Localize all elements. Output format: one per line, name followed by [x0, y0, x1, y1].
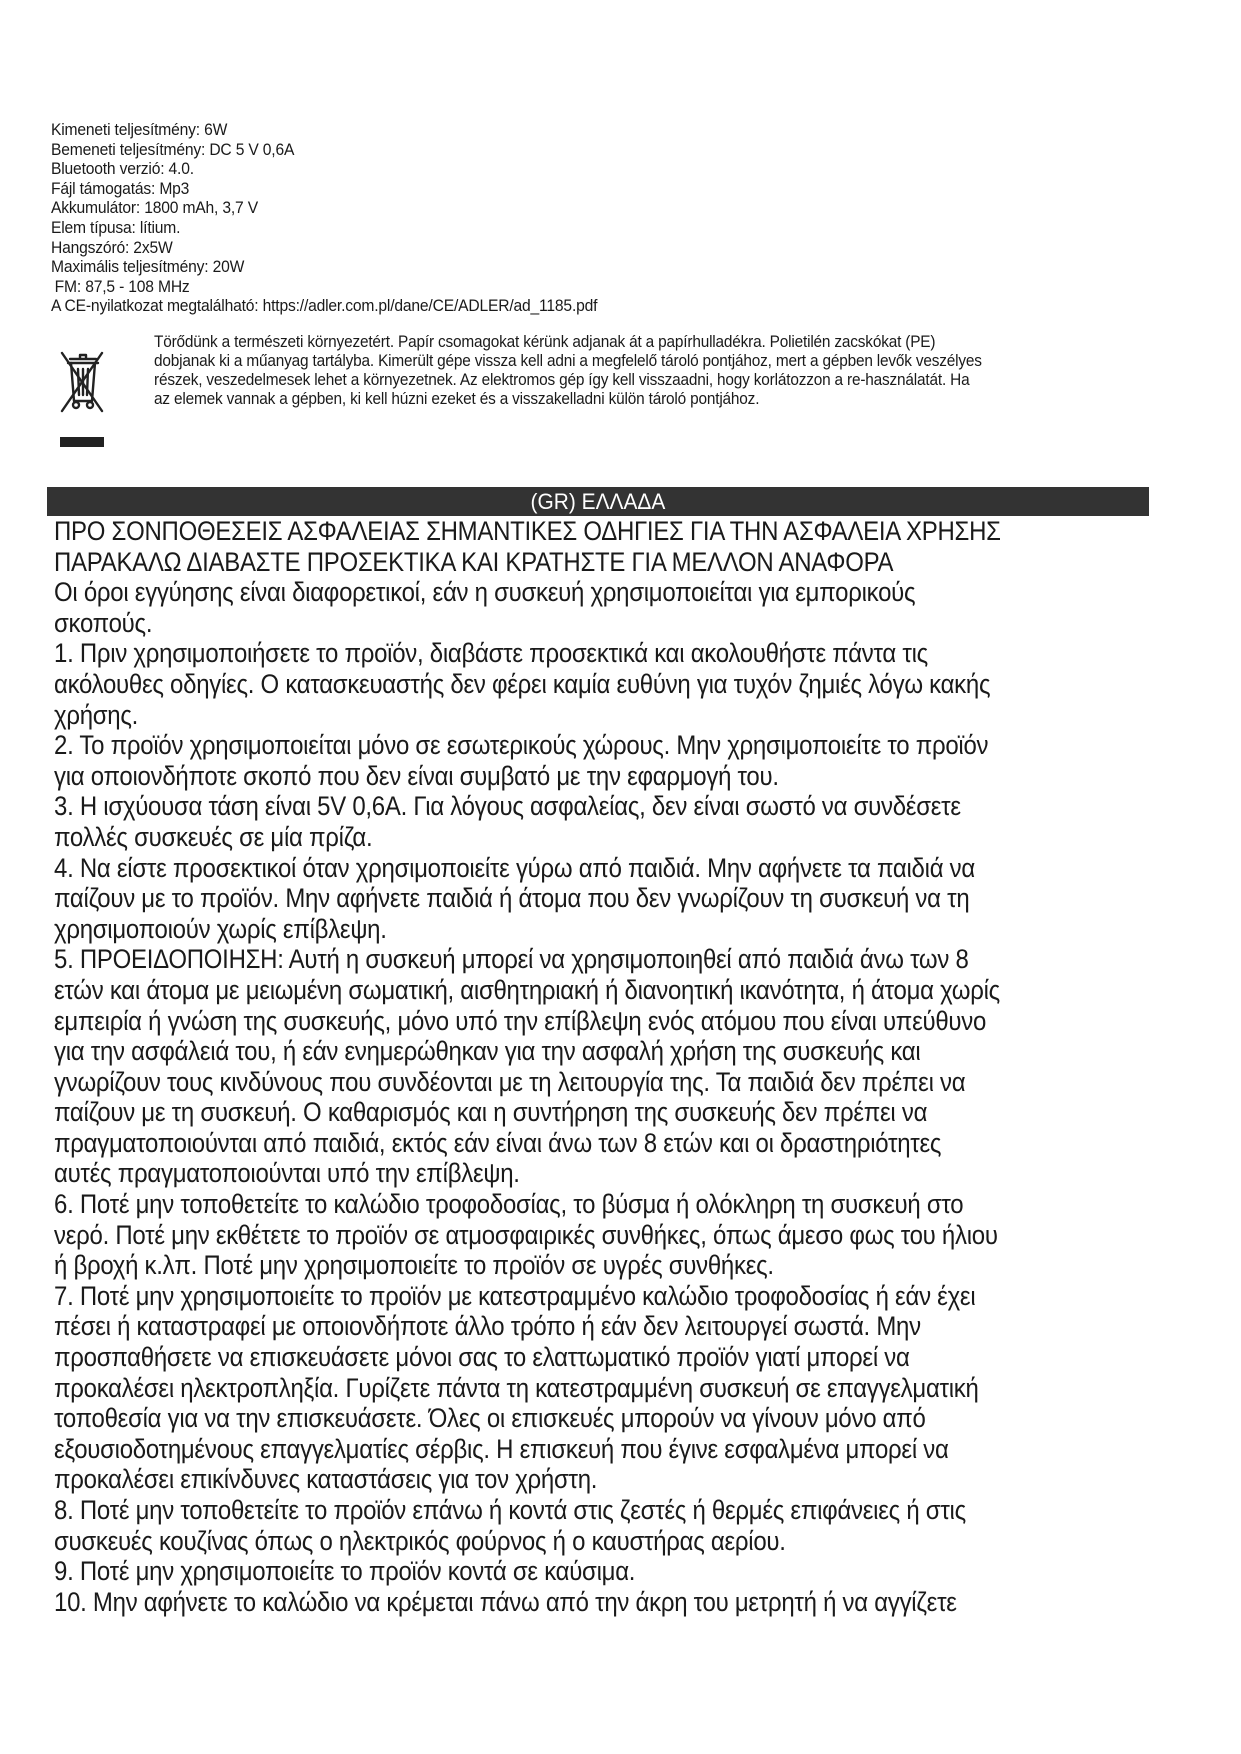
greek-text-line: συσκευές κουζίνας όπως ο ηλεκτρικός φούρνος ή ο καυστήρας αερίου. — [54, 1525, 786, 1556]
greek-text-line: για την ασφάλειά του, ή εάν ενημερώθηκαν για την ασφαλή χρήση της συσκευής και — [54, 1036, 921, 1067]
greek-text-line: 4. Να είστε προσεκτικοί όταν χρησιμοποιείτε γύρω από παιδιά. Μην αφήνετε τα παιδιά να — [54, 852, 975, 883]
greek-heading-line: ΠΡΟ ΣΟΝΠΟΘΕΣΕΙΣ ΑΣΦΑΛΕΙΑΣ ΣΗΜΑΝΤΙΚΕΣ ΟΔΗΓΙΕΣ ΓΙΑ ΤΗΝ ΑΣΦΑΛΕΙΑ ΧΡΗΣΗΣ — [54, 516, 1001, 546]
greek-text-line: χρησιμοποιούν χωρίς επίβλεψη. — [54, 913, 387, 944]
greek-text-line: πραγματοποιούνται από παιδιά, εκτός εάν είναι άνω των 8 ετών και οι δραστηριότητες — [54, 1127, 942, 1158]
ce-declaration-line: A CE-nyilatkozat megtalálható: https://adler.com.pl/dane/CE/ADLER/ad_1185.pdf — [51, 296, 598, 316]
greek-text-line: προκαλέσει επικίνδυνες καταστάσεις για τον χρήστη. — [54, 1464, 598, 1495]
greek-text-line: παίζουν με τη συσκευή. Ο καθαρισμός και η συντήρηση της συσκευής δεν πρέπει να — [54, 1097, 928, 1128]
greek-text-line: εξουσιοδοτημένους επαγγελματίες σέρβις. Η επισκευή που έγινε εσφαλμένα μπορεί να — [54, 1433, 949, 1464]
greek-text-line: γνωρίζουν τους κινδύνους που συνδέονται με τη λειτουργία της. Τα παιδιά δεν πρέπει να — [54, 1066, 966, 1097]
greek-text-line: 2. Το προϊόν χρησιμοποιείται μόνο σε εσωτερικούς χώρους. Μην χρησιμοποιείτε το προϊόν — [54, 730, 989, 761]
greek-text-line: ακόλουθες οδηγίες. Ο κατασκευαστής δεν φέρει καμία ευθύνη για τυχόν ζημιές λόγω κακής — [54, 668, 991, 699]
spec-line: Maximális teljesítmény: 20W — [51, 257, 245, 277]
eco-line: részek, veszedelmesek lehet a környezetnek. Az elektromos gép így kell visszaadni, hogy korlátozzon a re-használatát. Ha — [154, 370, 970, 389]
greek-text-line: 1. Πριν χρησιμοποιήσετε το προϊόν, διαβάστε προσεκτικά και ακολουθήστε πάντα τις — [54, 638, 928, 669]
greek-text-line: αυτές πραγματοποιούνται υπό την επίβλεψη. — [54, 1158, 520, 1189]
greek-safety-instructions — [54, 516, 1104, 1617]
greek-heading-line: ΠΑΡΑΚΑΛΩ ΔΙΑΒΑΣΤΕ ΠΡΟΣΕΚΤΙΚΑ ΚΑΙ ΚΡΑΤΗΣΤΕ ΓΙΑ ΜΕΛΛΟΝ ΑΝΑΦΟΡΑ — [54, 546, 894, 577]
greek-text-line: ετών και άτομα με μειωμένη σωματική, αισθητηριακή ή διανοητική ικανότητα, ή άτομα χωρίς — [54, 974, 1000, 1005]
eco-line: dobjanak ki a műanyag tartályba. Kimerült gépe vissza kell adni a megfelelő tároló pontjához, mert a gépben levők veszélyes — [154, 351, 982, 370]
greek-text-line: 8. Ποτέ μην τοποθετείτε το προϊόν επάνω ή κοντά στις ζεστές ή θερμές επιφάνειες ή στις — [54, 1495, 966, 1525]
greek-text-line: Οι όροι εγγύησης είναι διαφορετικοί, εάν η συσκευή χρησιμοποιείται για εμπορικούς — [54, 577, 916, 608]
greek-text-line: εμπειρία ή γνώση της συσκευής, μόνο υπό την επίβλεψη ενός ατόμου που είναι υπεύθυνο — [54, 1005, 987, 1036]
spec-line: Bluetooth verzió: 4.0. — [51, 159, 194, 179]
spec-line: Bemeneti teljesítmény: DC 5 V 0,6A — [51, 139, 295, 159]
spec-line: Fájl támogatás: Mp3 — [51, 178, 190, 198]
section-title: (GR) ΕΛΛΑΔΑ — [530, 489, 666, 514]
greek-text-line: προκαλέσει ηλεκτροπληξία. Γυρίζετε πάντα τη κατεστραμμένη συσκευή σε επαγγελματική — [54, 1372, 979, 1403]
greek-text-line: πολλές συσκευές σε μία πρίζα. — [54, 821, 373, 852]
spec-line: Akkumulátor: 1800 mAh, 3,7 V — [51, 198, 258, 218]
greek-text-line: 10. Μην αφήνετε το καλώδιο να κρέμεται πάνω από την άκρη του μετρητή ή να αγγίζετε — [54, 1586, 957, 1617]
greek-text-line: τοποθεσία για να την επισκευάσετε. Όλες οι επισκευές μπορούν να γίνουν μόνο από — [54, 1403, 926, 1434]
greek-text-line: χρήσης. — [54, 699, 139, 730]
greek-text-line: πέσει ή καταστραφεί με οποιονδήποτε άλλο τρόπο ή εάν δεν λειτουργεί σωστά. Μην — [54, 1311, 921, 1342]
eco-line: az elemek vannak a gépben, ki kell húzni ezeket és a visszakelladni külön tároló pontjához. — [154, 389, 760, 408]
spec-line: Elem típusa: lítium. — [51, 217, 181, 237]
spec-line: Kimeneti teljesítmény: 6W — [51, 120, 228, 139]
greek-text-line: 7. Ποτέ μην χρησιμοποιείτε το προϊόν με κατεστραμμένο καλώδιο τροφοδοσίας ή εάν έχει — [54, 1280, 976, 1311]
greek-text-line: σκοπούς. — [54, 607, 153, 638]
crossed-out-wheelie-bin-icon — [58, 345, 106, 463]
greek-text-line: 6. Ποτέ μην τοποθετείτε το καλώδιο τροφοδοσίας, το βύσμα ή ολόκληρη τη συσκευή στο — [54, 1189, 964, 1220]
section-header-greece — [47, 487, 1149, 516]
eco-line: Törődünk a természeti környezetért. Papír csomagokat kérünk adjanak át a papírhulladékra. Polietilén zacskókat (PE) — [154, 332, 936, 351]
greek-text-line: νερό. Ποτέ μην εκθέτετε το προϊόν σε ατμοσφαιρικές συνθήκες, όπως άμεσο φως του ήλιου — [54, 1219, 998, 1250]
greek-text-line: για οποιονδήποτε σκοπό που δεν είναι συμβατό με την εφαρμογή του. — [54, 760, 779, 791]
spec-line: Hangszóró: 2x5W — [51, 237, 173, 257]
spec-line: FM: 87,5 - 108 MHz — [54, 276, 190, 296]
hungarian-specifications — [51, 120, 1081, 316]
greek-text-line: 9. Ποτέ μην χρησιμοποιείτε το προϊόν κοντά σε καύσιμα. — [54, 1556, 636, 1587]
greek-text-line: προσπαθήσετε να επισκευάσετε μόνοι σας το ελαττωματικό προϊόν γιατί μπορεί να — [54, 1342, 910, 1373]
greek-text-line: παίζουν με το προϊόν. Μην αφήνετε παιδιά ή άτομα που δεν γνωρίζουν τη συσκευή να τη — [54, 883, 970, 914]
greek-text-line: ή βροχή κ.λπ. Ποτέ μην χρησιμοποιείτε το προϊόν σε υγρές συνθήκες. — [54, 1250, 774, 1281]
greek-text-line: 5. ΠΡΟΕΙΔΟΠΟΙΗΣΗ: Αυτή η συσκευή μπορεί να χρησιμοποιηθεί από παιδιά άνω των 8 — [54, 944, 969, 975]
greek-text-line: 3. Η ισχύουσα τάση είναι 5V 0,6A. Για λόγους ασφαλείας, δεν είναι σωστό να συνδέσετε — [54, 791, 961, 822]
environmental-notice — [154, 332, 1168, 408]
